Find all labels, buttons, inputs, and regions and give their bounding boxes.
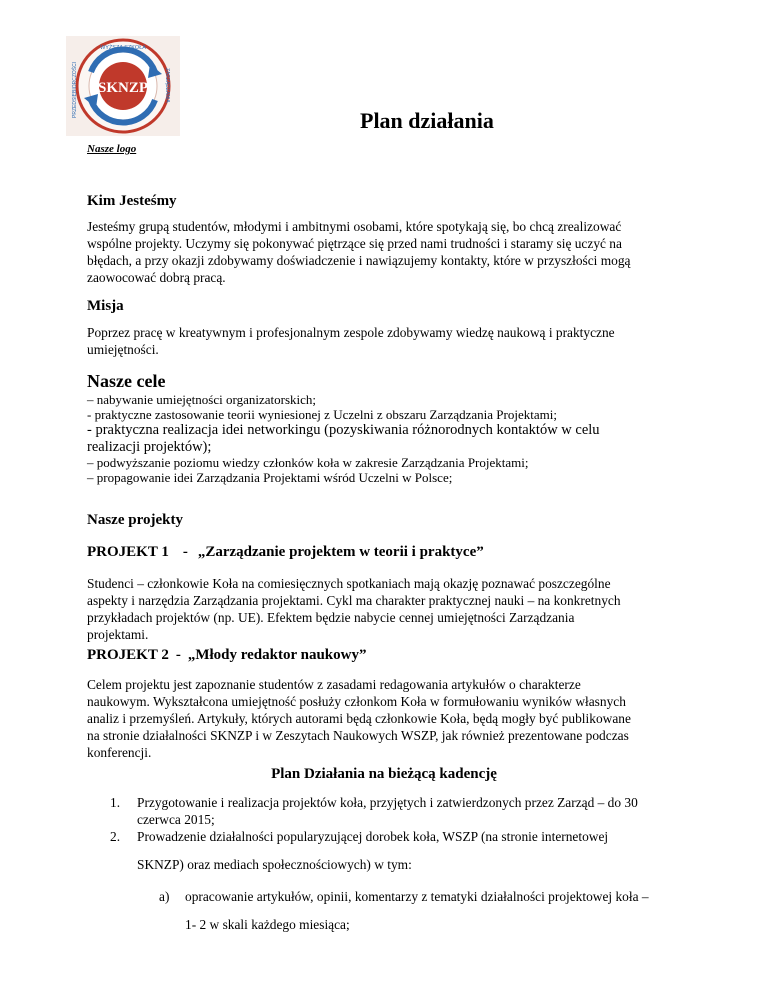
logo-text: SKNZP [97, 80, 149, 96]
logo-ring-right: ZARZĄDZANIA [164, 68, 170, 103]
text-line: Celem projektu jest zapoznanie studentów z zasadami redagowania artykułów o charakterze [87, 677, 581, 692]
logo-emblem [66, 36, 180, 136]
project-1-paragraph [87, 575, 687, 643]
project-2-heading [87, 647, 366, 664]
text-line: analiz i przemyśleń. Artykuły, których autorami będą członkowie Koła, będą mogły być publikowane [87, 711, 631, 726]
plan-item-2-number: 2. [110, 829, 121, 844]
list-item: - praktyczna realizacja idei networkingu (pozyskiwania różnorodnych kontaktów w celu [87, 422, 600, 438]
text-line: przykładach projektów (np. UE). Efektem będzie nabycie cennej umiejętności Zarządzania [87, 610, 575, 625]
text-line: umiejętności. [87, 342, 159, 357]
plan-heading: Plan Działania na bieżącą kadencję [271, 766, 497, 782]
project-2-paragraph [87, 676, 687, 761]
logo-caption: Nasze logo [87, 143, 137, 155]
text-line: na stronie działalności SKNZP i w Zeszytach Naukowych WSZP, jak również prezentowane podczas [87, 728, 629, 743]
text-line: konferencji. [87, 745, 152, 760]
logo-ring-left: PRZEDSIĘBIORCZOŚCI [72, 61, 78, 118]
text-line: aspekty i narzędzia Zarządzania projektami. Cykl ma charakter praktycznej nauki – na konkretnych [87, 593, 621, 608]
text-line: Studenci – członkowie Koła na comiesięcznych spotkaniach mają okazję poznawać poszczególne [87, 576, 611, 591]
section-heading-cele: Nasze cele [87, 371, 166, 391]
text-line: wspólne projekty. Uczymy się pokonywać piętrzące się przed nami trudności i staramy się uczyć na [87, 236, 622, 251]
page-title: Plan działania [360, 108, 494, 133]
list-item: - praktyczne zastosowanie teorii wyniesionej z Uczelni z obszaru Zarządzania Projektami; [87, 407, 557, 422]
list-item: – nabywanie umiejętności organizatorskich; [87, 392, 316, 407]
project-2-title: „Młody redaktor naukowy” [187, 647, 367, 663]
plan-item-2-line-1: Prowadzenie działalności popularyzującej dorobek koła, WSZP (na stronie internetowej [137, 829, 609, 844]
kim-paragraph [87, 218, 687, 286]
plan-subitem-a-line-2: 1- 2 w skali każdego miesiąca; [185, 917, 350, 932]
plan-subitem-a-letter: a) [159, 889, 170, 904]
plan-item-2-line-2: SKNZP) oraz mediach społecznościowych) w tym: [137, 857, 412, 872]
list-item: – podwyższanie poziomu wiedzy członków koła w zakresie Zarządzania Projektami; [87, 455, 529, 470]
list-item: realizacji projektów); [87, 438, 212, 455]
text-line: naukowym. Wykształcona umiejętność posłuży członkom Koła w formułowaniu wyników własnych [87, 694, 626, 709]
text-line: Poprzez pracę w kreatywnym i profesjonalnym zespole zdobywamy wiedzę naukową i praktyczne [87, 325, 615, 340]
text-line: projektami. [87, 627, 149, 642]
misja-paragraph [87, 324, 687, 358]
project-1-heading [87, 544, 484, 561]
list-item: – propagowanie idei Zarządzania Projektami wśród Uczelni w Polsce; [87, 470, 453, 485]
cele-list [87, 392, 600, 485]
project-1-sep: - [182, 544, 188, 560]
text-line: zaowocować dobrą pracą. [87, 270, 226, 285]
section-heading-misja: Misja [87, 298, 124, 314]
project-1-title: „Zarządzanie projektem w teorii i praktyce” [197, 544, 484, 560]
section-heading-kim: Kim Jesteśmy [87, 193, 177, 209]
text-line: błędach, a przy okazji zdobywamy doświadczenie i nawiązujemy kontakty, które w przyszłości mogą [87, 253, 631, 268]
plan-item-1-number: 1. [110, 795, 121, 810]
section-heading-projekty: Nasze projekty [87, 512, 183, 528]
project-2-sep: - [175, 647, 181, 663]
plan-subitem-a-line-1: opracowanie artykułów, opinii, komentarzy z tematyki działalności projektowej koła – [185, 889, 649, 904]
sknzp-logo [66, 36, 180, 136]
project-1-label: PROJEKT 1 [87, 544, 169, 560]
plan-item-1-line-2: czerwca 2015; [137, 812, 215, 827]
project-2-label: PROJEKT 2 [87, 647, 169, 663]
text-line: Jesteśmy grupą studentów, młodymi i ambitnymi osobami, które spotykają się, bo chcą zrealizować [87, 219, 622, 234]
plan-item-1-line-1: Przygotowanie i realizacja projektów koła, przyjętych i zatwierdzonych przez Zarząd – do 30 [137, 795, 638, 810]
logo-ring-top: WYŻSZA SZKOŁA [100, 45, 146, 51]
